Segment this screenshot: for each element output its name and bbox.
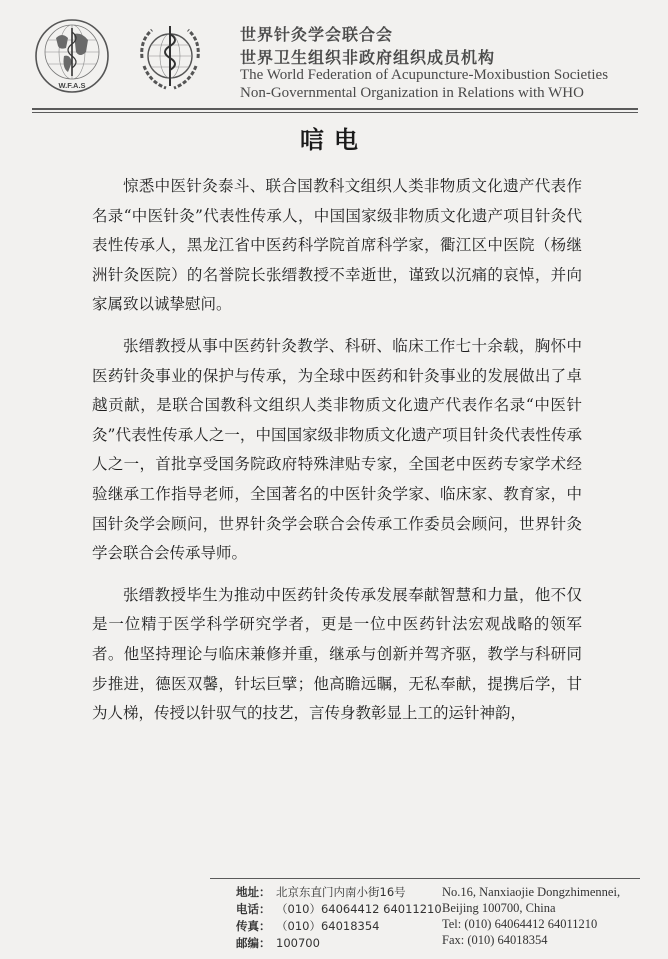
- org-name-cn: 世界针灸学会联合会: [240, 25, 394, 44]
- address-cn: 北京东直门内南小街16号: [276, 885, 406, 899]
- postcode-label: 邮编：: [236, 936, 271, 950]
- paragraph-3: 张缙教授毕生为推动中医药针灸传承发展奉献智慧和力量，他不仅是一位精于医学科学研究学者，更是一位中医药针法宏观战略的领军者。他坚持理论与临床兼修并重，继承与创新并驾齐驱，教学与科研同步推进，德医双馨，针坛巨擘；他高瞻远瞩，无私奉献，提携后学，甘为人梯，传授以针驭气的技艺，言传身教彰显上工的运针神韵，: [92, 585, 582, 723]
- postcode: 100700: [276, 936, 320, 950]
- paragraph-2: 张缙教授从事中医药针灸教学、科研、临床工作七十余载，胸怀中医药针灸事业的保护与传承，为全球中医药和针灸事业的发展做出了卓越贡献，是联合国教科文组织人类非物质文化遗产代表作名录“中医针灸”代表性传承人之一，中国国家级非物质文化遗产项目针灸代表性传承人之一，首批享受国务院政府特殊津贴专家，全国老中医药专家学术经验继承工作指导老师，全国著名的中医针灸学家、临床家、教育家，中国针灸学会顾问，世界针灸学会联合会传承工作委员会顾问，世界针灸学会联合会传承导师。: [92, 336, 582, 563]
- paragraph-1: 惊悉中医针灸泰斗、联合国教科文组织人类非物质文化遗产代表作名录“中医针灸”代表性传承人，中国国家级非物质文化遗产项目针灸代表性传承人，黑龙江省中医药科学院首席科学家，衢江区中医院（杨继洲针灸医院）的名誉院长张缙教授不幸逝世，谨致以沉痛的哀悼，并向家属致以诚挚慰问。: [92, 177, 582, 314]
- wfas-logo-text: W.F.A.S: [58, 81, 86, 90]
- wfas-logo: [34, 18, 110, 94]
- footer-english: [442, 884, 620, 948]
- address-en-line1: No.16, Nanxiaojie Dongzhimennei,: [442, 885, 621, 899]
- who-logo: [132, 18, 208, 94]
- document-title: 唁电: [300, 125, 368, 154]
- address-en-line2: Beijing 100700, China: [442, 901, 556, 915]
- footer-divider: [210, 878, 640, 879]
- fax-label: 传真：: [236, 919, 271, 933]
- fax-en: Fax: (010) 64018354: [442, 933, 548, 947]
- org-subtitle-en: Non-Governmental Organization in Relations with WHO: [240, 85, 584, 101]
- address-label: 地址：: [236, 885, 271, 899]
- footer-values: [276, 884, 442, 952]
- header-divider-thin: [32, 112, 638, 113]
- org-name-en: The World Federation of Acupuncture-Moxibustion Societies: [240, 67, 609, 83]
- footer-labels: [236, 884, 271, 952]
- phone-number: （010）64064412 64011210: [276, 902, 442, 916]
- letter-body: [92, 172, 582, 741]
- tel-en: Tel: (010) 64064412 64011210: [442, 917, 598, 931]
- header-divider: [32, 108, 638, 110]
- org-subtitle-cn: 世界卫生组织非政府组织成员机构: [240, 48, 496, 67]
- phone-label: 电话：: [236, 902, 271, 916]
- fax-number: （010）64018354: [276, 919, 380, 933]
